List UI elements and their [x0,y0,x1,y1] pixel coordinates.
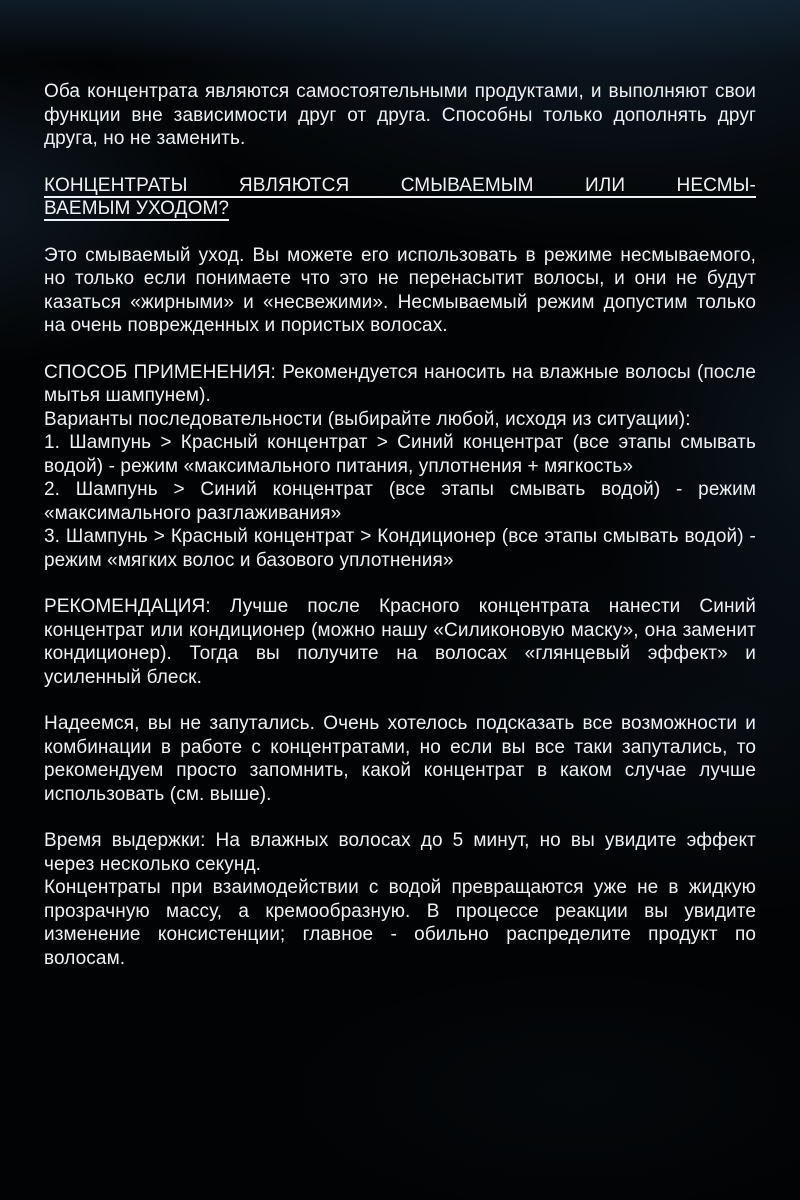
usage-instructions [44,361,756,573]
usage-step-3: 3. Шампунь > Красный концентрат > Кондиционер (все этапы смывать водой) - режим «мягких волос и базового уплотнения» [44,526,756,571]
usage-variants-line: Варианты последовательности (выбирайте любой, исходя из ситуации): [44,408,691,430]
reassurance-paragraph: Надеемся, вы не запутались. Очень хотелось подсказать все возможности и комбинации в работе с концентратами, но если вы все таки запутались, то рекомендуем просто запомнить, какой концентрат в каком случае лучше использовать (см. выше). [44,713,756,805]
section-heading-line-1: КОНЦЕНТРАТЫ ЯВЛЯЮТСЯ СМЫВАЕМЫМ ИЛИ НЕСМЫ- [44,174,756,196]
usage-step-2: 2. Шампунь > Синий концентрат (все этапы смывать водой) - режим «максимального разглаживания» [44,479,756,524]
section-heading-line-2: ВАЕМЫМ УХОДОМ? [44,198,230,219]
timing-line-1: Время выдержки: На влажных волосах до 5 минут, но вы увидите эффект через несколько секунд. [44,830,756,875]
recommendation-paragraph: РЕКОМЕНДАЦИЯ: Лучше после Красного концентрата нанести Синий концентрат или кондиционер (можно нашу «Силиконовую маску», она заменит кондиционер). Тогда вы получите на волосах «глянцевый эффект» и усиленный блеск. [44,596,756,688]
rinse-answer-paragraph: Это смываемый уход. Вы можете его использовать в режиме несмываемого, но только если понимаете что это не перенасытит волосы, и они не будут казаться «жирными» и «несвежими». Несмываемый режим допустим только на очень поврежденных и пористых волосах. [44,244,756,336]
section-heading [44,174,756,221]
intro-paragraph: Оба концентрата являются самостоятельными продуктами, и выполняют свои функции вне зависимости друг от друга. Способны только дополнять друг друга, но не заменить. [44,81,756,149]
usage-step-1: 1. Шампунь > Красный концентрат > Синий концентрат (все этапы смывать водой) - режим «максимального питания, уплотнения + мягкость» [44,432,756,477]
timing-info [44,829,756,970]
timing-line-2: Концентраты при взаимодействии с водой превращаются уже не в жидкую прозрачную массу, а кремообразную. В процессе реакции вы увидите изменение консистенции; главное - обильно распределите продукт по волосам. [44,877,756,969]
usage-intro-line: СПОСОБ ПРИМЕНЕНИЯ: Рекомендуется наносить на влажные волосы (после мытья шампунем). [44,361,756,406]
